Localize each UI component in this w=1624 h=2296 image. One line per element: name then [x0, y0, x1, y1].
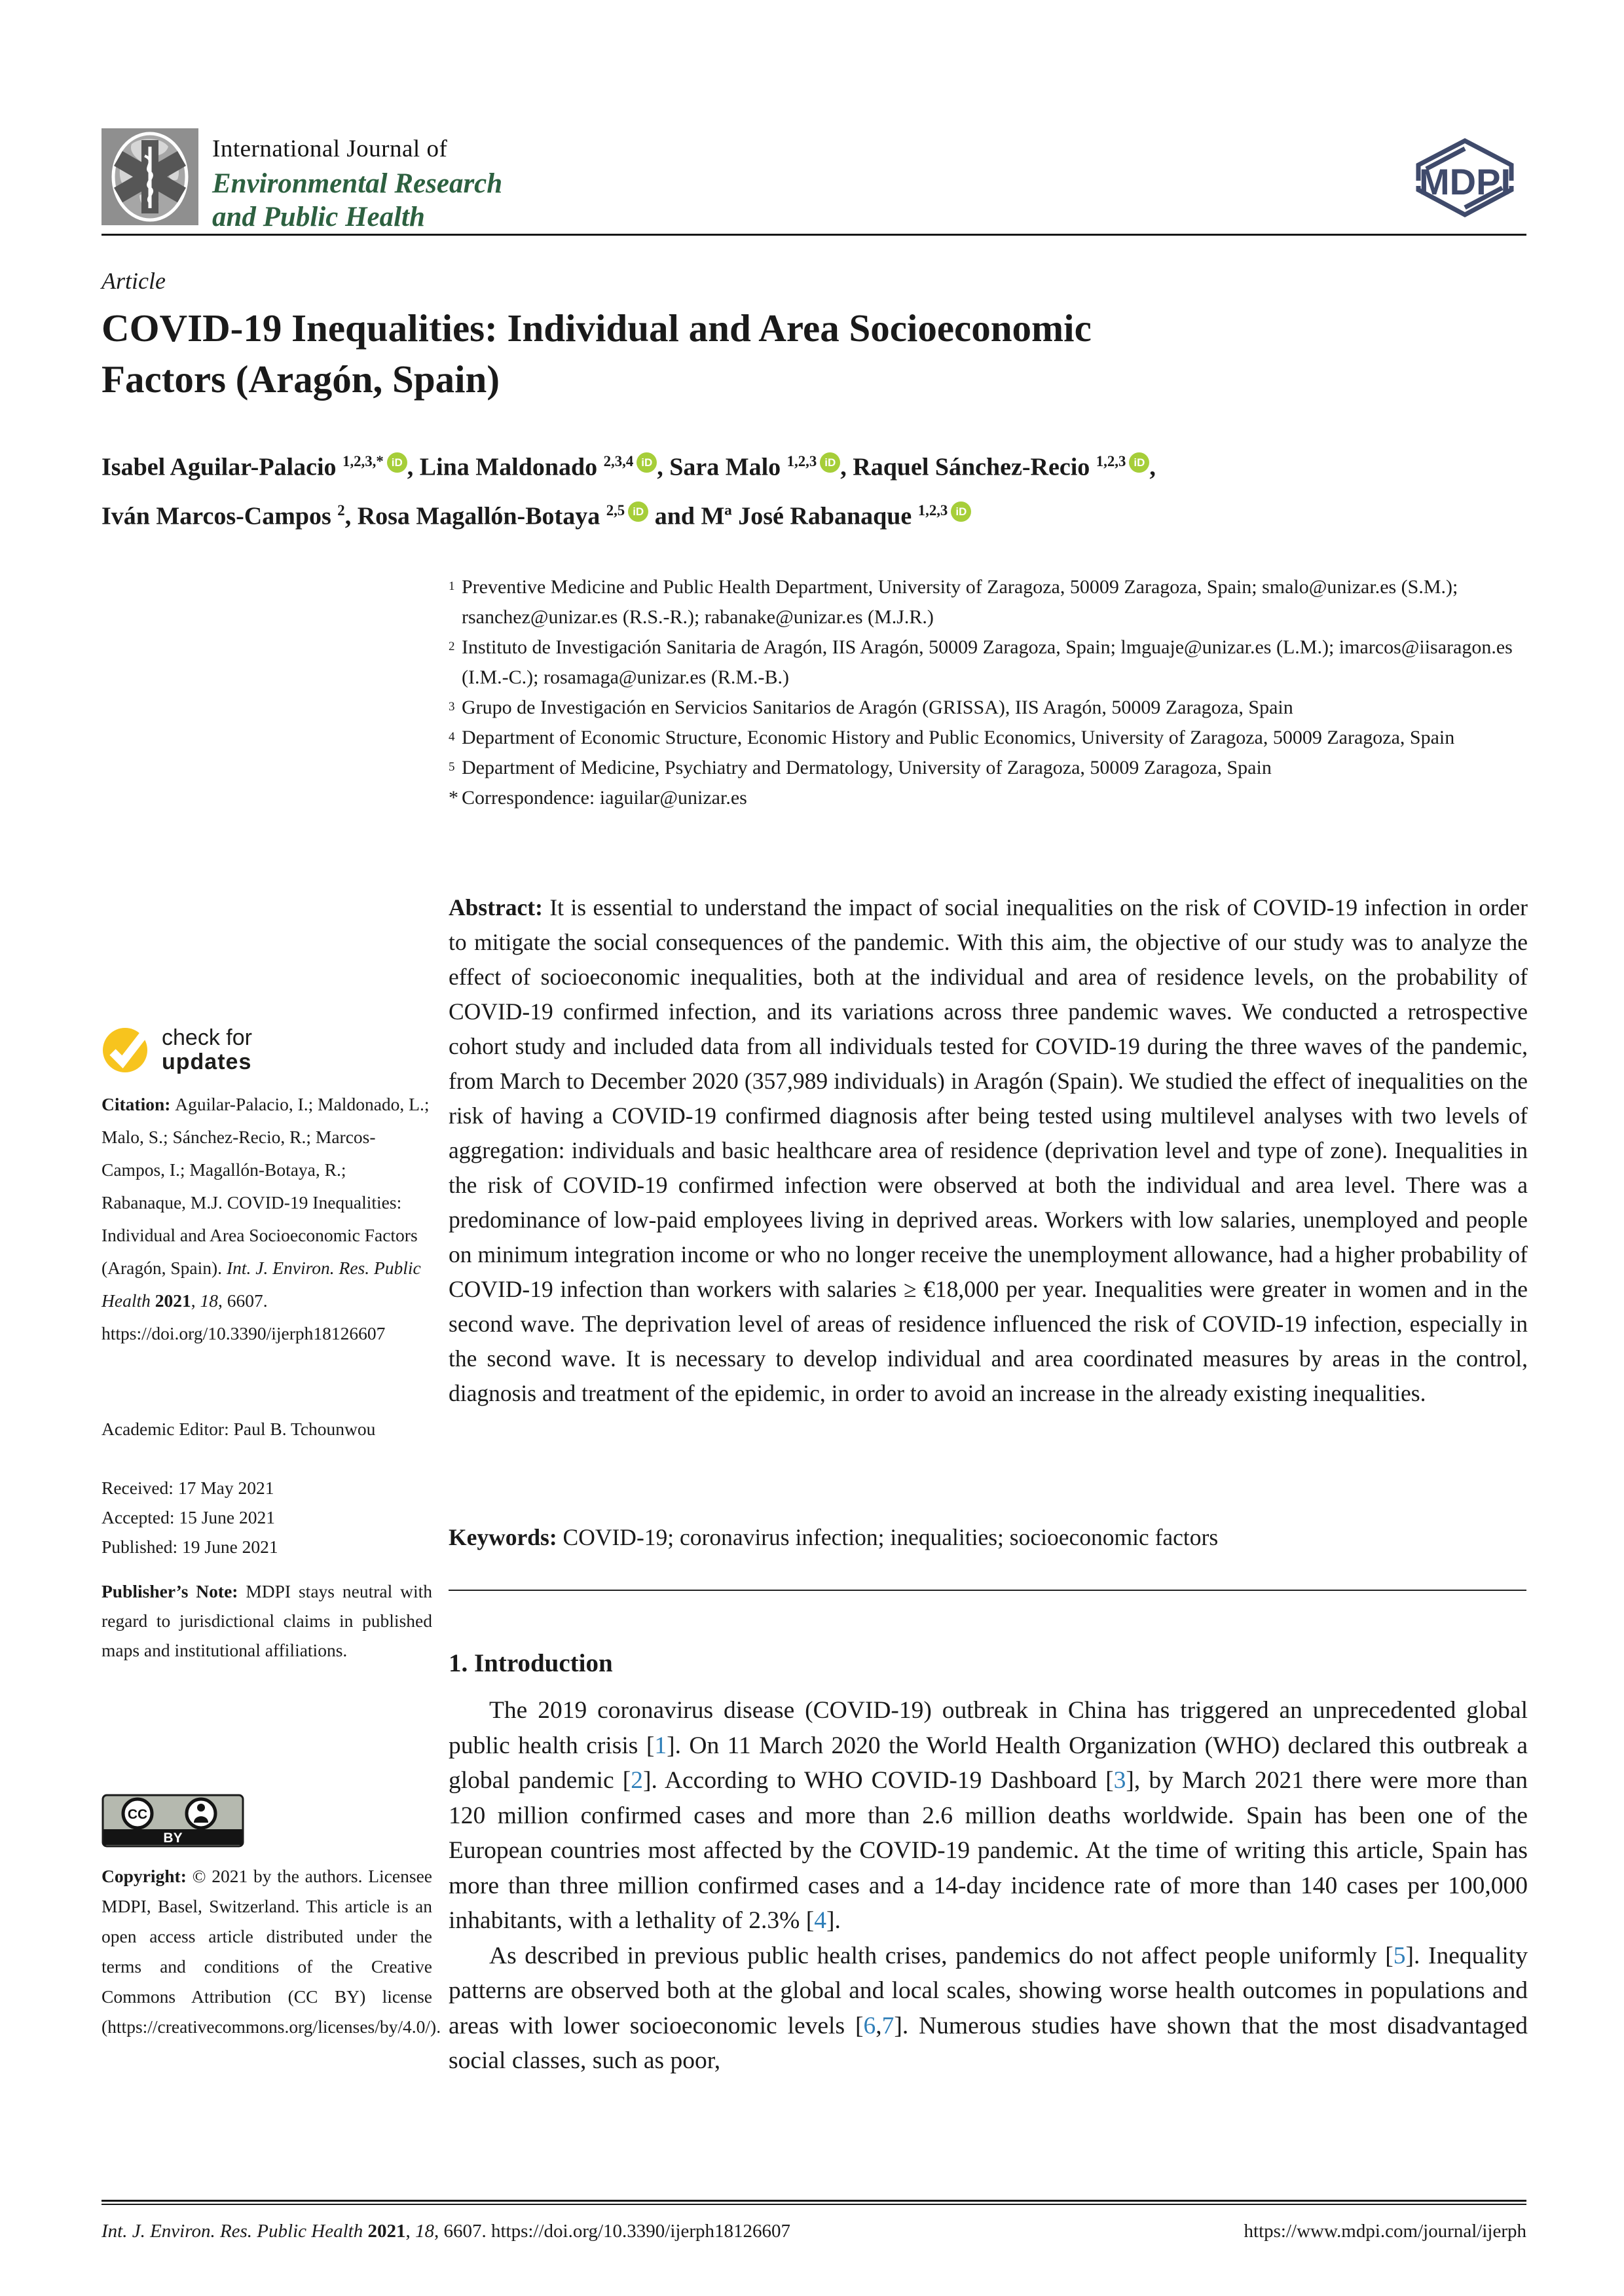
- academic-editor-line: Academic Editor: Paul B. Tchounwou: [101, 1419, 376, 1439]
- check-updates-label: check for updates: [162, 1025, 252, 1074]
- person-icon: [187, 1799, 215, 1828]
- affiliation-item: [449, 693, 1528, 723]
- affiliation-item: [449, 753, 1528, 783]
- affiliation-text: Preventive Medicine and Public Health Department, University of Zaragoza, 50009 Zaragoza, Spain; smalo@unizar.es (S.M.); rsanchez@unizar.es (R.S.-R.); rabanake@unizar.es (M.J.R.): [462, 576, 1458, 628]
- introduction-text: [449, 1693, 1528, 2079]
- title-line-2: Factors (Aragón, Spain): [101, 357, 500, 401]
- abstract-paragraph: Abstract: It is essential to understand the impact of social inequalities on the risk of COVID-19 infection in order to mitigate the social consequences of the pandemic. With this aim, the objective of our study was to analyze the effect of socioeconomic inequalities, both at the individual and area of residence levels, on the probability of COVID-19 confirmed infection, and its variations across three pandemic waves. We conducted a retrospective cohort study and included data from all individuals tested for COVID-19 during the three waves of the pandemic, from March to December 2020 (357,989 individuals) in Aragón (Spain). We studied the effect of inequalities on the risk of having a COVID-19 confirmed diagnosis after being tested using multilevel analyses with two levels of aggregation: individuals and basic healthcare area of residence (deprivation level and type of zone). Inequalities in the risk of COVID-19 confirmed infection were observed at both the individual and area level. There was a predominance of low-paid employees living in deprived areas. Workers with low salaries, unemployed and people on minimum integration income or who no longer receive the unemployment allowance, had a higher probability of COVID-19 infection than workers with salaries ≥ €18,000 per year. Inequalities were greater in women and in the second wave. The deprivation level of areas of residence influenced the risk of COVID-19 infection, especially in the second wave. It is necessary to develop individual and area coordinated measures by areas in the control, diagnosis and treatment of the epidemic, in order to avoid an increase in the already existing inequalities.: [449, 894, 1528, 1406]
- publishers-note: Publisher’s Note: MDPI stays neutral with regard to jurisdictional claims in published maps and institutional affiliations.: [101, 1581, 432, 1660]
- check-for-updates-badge[interactable]: [101, 1025, 252, 1075]
- affiliation-item: [449, 572, 1528, 632]
- author-line: Isabel Aguilar-Palacio $^{1,2,3,*}$ iD , Lina Maldonado $^{2,3,4}$ iD , Sara Malo $^{1,2,3}$ iD , Raquel Sánchez-Recio $^{1,2,3}$ iD ,: [101, 453, 1156, 481]
- citation-ref[interactable]: 5: [1393, 1942, 1406, 1969]
- affiliation-text: Department of Medicine, Psychiatry and Dermatology, University of Zaragoza, 50009 Zaragoza, Spain: [462, 757, 1272, 778]
- affiliation-text: Instituto de Investigación Sanitaria de Aragón, IIS Aragón, 50009 Zaragoza, Spain; lmguaje@unizar.es (L.M.); imarcos@iisaragon.es (I.M.-C.); rosamaga@unizar.es (R.M.-B.): [462, 636, 1513, 688]
- affiliation-number: 4: [449, 730, 455, 744]
- affiliation-number: 3: [449, 700, 455, 714]
- affiliation-item: [449, 632, 1528, 693]
- affiliation-text: Department of Economic Structure, Economic History and Public Economics, University of Zaragoza, 50009 Zaragoza, Spain: [462, 727, 1455, 748]
- citation-text: Citation: Aguilar-Palacio, I.; Maldonado, L.; Malo, S.; Sánchez-Recio, R.; Marcos-Campos, I.; Magallón-Botaya, R.; Rabanaque, M.J. COVID-19 Inequalities: Individual and Area Socioeconomic Factors (Aragón, Spain). Int. J. Environ. Res. Public Health 2021, 18, 6607. https://doi.org/10.3390/ijerph18126607: [101, 1094, 430, 1343]
- check-icon: [101, 1025, 151, 1075]
- by-label: BY: [163, 1831, 183, 1846]
- affiliation-text: Correspondence: iaguilar@unizar.es: [462, 787, 747, 809]
- citation-ref[interactable]: 2: [631, 1767, 644, 1794]
- affiliation-item: [449, 723, 1528, 753]
- accepted-line: Accepted: 15 June 2021: [101, 1507, 275, 1527]
- footer-citation: Int. J. Environ. Res. Public Health 2021, 18, 6607. https://doi.org/10.3390/ijerph18126607: [101, 2221, 790, 2242]
- mdpi-logo-text: MDPI: [1419, 161, 1511, 202]
- header-rule: [101, 234, 1526, 236]
- mdpi-logo: [1403, 131, 1527, 217]
- citation-ref[interactable]: 3: [1113, 1767, 1126, 1794]
- journal-name-line3: and Public Health: [212, 202, 425, 232]
- keywords-line: Keywords: COVID-19; coronavirus infection; inequalities; socioeconomic factors: [449, 1524, 1219, 1550]
- orcid-icon[interactable]: iD: [820, 452, 840, 473]
- published-line: Published: 19 June 2021: [101, 1537, 278, 1557]
- affiliation-number: *: [449, 787, 458, 809]
- affiliation-number: 1: [449, 579, 455, 593]
- page-title: [101, 302, 1464, 405]
- article-dates: [101, 1473, 432, 1561]
- affiliation-number: 5: [449, 760, 455, 774]
- journal-name-line1: International Journal of: [212, 136, 448, 162]
- cc-label: CC: [127, 1807, 148, 1822]
- citation-ref[interactable]: 4: [814, 1907, 826, 1934]
- author-line: Iván Marcos-Campos $^2$, Rosa Magallón-Botaya $^{2,5}$ iD and Mª José Rabanaque $^{1,2,3}$ iD: [101, 489, 1542, 538]
- journal-name: [212, 135, 502, 234]
- footer-rule: [101, 2200, 1526, 2205]
- affiliation-number: 2: [449, 640, 455, 653]
- title-line-1: COVID-19 Inequalities: Individual and Area Socioeconomic: [101, 306, 1092, 350]
- citation-ref[interactable]: 1: [654, 1732, 667, 1759]
- affiliation-text: Grupo de Investigación en Servicios Sanitarios de Aragón (GRISSA), IIS Aragón, 50009 Zaragoza, Spain: [462, 697, 1293, 718]
- orcid-icon[interactable]: iD: [1129, 452, 1149, 473]
- journal-globe-logo-icon: [101, 128, 198, 225]
- intro-paragraph: The 2019 coronavirus disease (COVID-19) outbreak in China has triggered an unprecedented global public health crisis [1]. On 11 March 2020 the World Health Organization (WHO) declared this outbreak a global pandemic [2]. According to WHO COVID-19 Dashboard [3], by March 2021 there were more than 120 million confirmed cases and more than 2.6 million deaths worldwide. Spain has been one of the European countries most affected by the COVID-19 pandemic. At the time of writing this article, Spain has more than three million confirmed cases and a 14-day incidence rate of more than 140 cases per 100,000 inhabitants, with a lethality of 2.3% [4].: [449, 1697, 1528, 1934]
- cc-by-license-badge[interactable]: [101, 1794, 244, 1848]
- copyright-text: Copyright: © 2021 by the authors. Licensee MDPI, Basel, Switzerland. This article is an open access article distributed under the terms and conditions of the Creative Commons Attribution (CC BY) license (https://creativecommons.org/licenses/by/4.0/).: [101, 1866, 441, 2037]
- article-type-label: Article: [101, 268, 166, 294]
- orcid-icon[interactable]: iD: [387, 452, 407, 473]
- orcid-icon[interactable]: iD: [628, 501, 648, 522]
- journal-name-line2: Environmental Research: [212, 168, 503, 199]
- author-list: [101, 440, 1542, 538]
- affiliation-item: [449, 783, 1528, 813]
- citation-ref[interactable]: 6: [863, 2012, 876, 2039]
- intro-paragraph: As described in previous public health crises, pandemics do not affect people uniformly [5]. Inequality patterns are observed both at the global and local scales, showing worse health outcomes in populations and areas with lower socioeconomic levels [6,7]. Numerous studies have shown that the most disadvantaged social classes, such as poor,: [449, 1942, 1528, 2074]
- footer-journal-url[interactable]: https://www.mdpi.com/journal/ijerph: [1244, 2221, 1526, 2242]
- citation-ref[interactable]: 7: [881, 2012, 895, 2039]
- section-heading: 1. Introduction: [449, 1649, 613, 1677]
- orcid-icon[interactable]: iD: [951, 501, 971, 522]
- affiliations: [449, 572, 1528, 813]
- received-line: Received: 17 May 2021: [101, 1478, 274, 1498]
- orcid-icon[interactable]: iD: [637, 452, 657, 473]
- section-rule: [449, 1590, 1526, 1591]
